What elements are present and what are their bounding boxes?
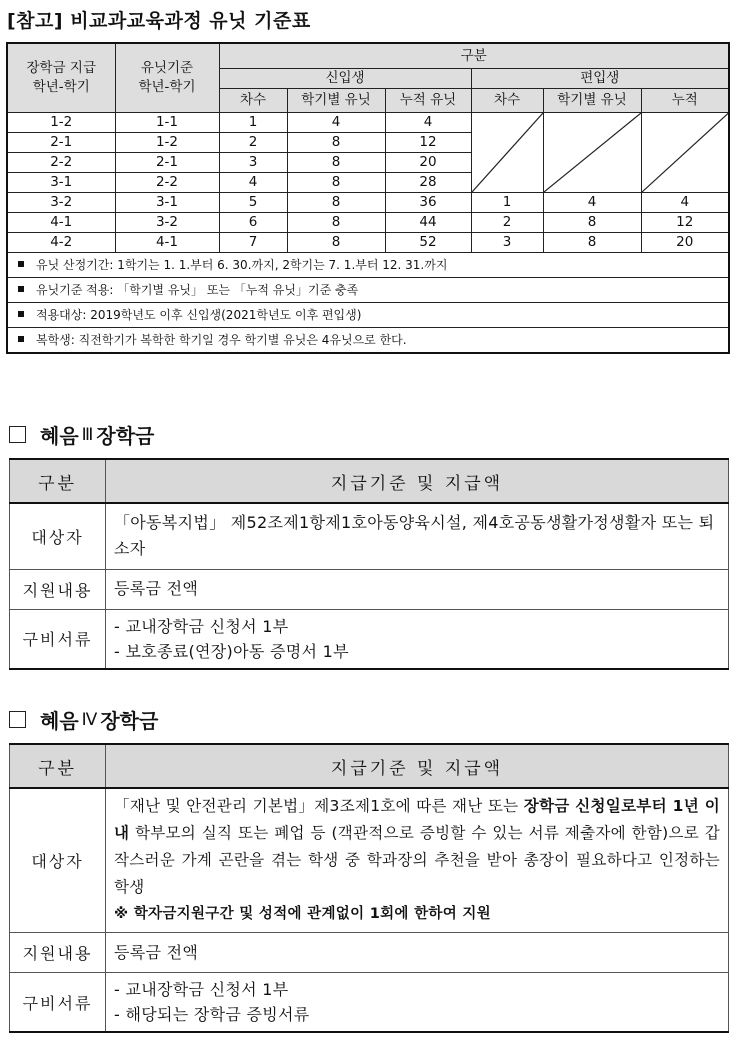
unit-cell: 8 xyxy=(287,153,385,173)
note-item: 유닛기준 적용: 「학기별 유닛」 또는 「누적 유닛」기준 충족 xyxy=(7,278,729,303)
emphasis-text: 장학금 신청일로부터 1년 이내 xyxy=(114,797,720,842)
bullet-icon xyxy=(18,336,24,342)
unit-cell: 4 xyxy=(287,113,385,133)
support-text: 등록금 전액 xyxy=(106,933,729,973)
bullet-icon xyxy=(18,286,24,292)
header-criteria: 지급기준 및 지급액 xyxy=(106,744,729,788)
note-item: 복학생: 직전학기가 복학한 학기일 경우 학기별 유닛은 4유닛으로 한다. xyxy=(7,328,729,354)
unit-cell: 8 xyxy=(287,173,385,193)
section-suffix: 장학금 xyxy=(100,709,159,733)
note-item: 적용대상: 2019학년도 이후 신입생(2021학년도 이후 편입생) xyxy=(7,303,729,328)
new-student-header: 신입생 xyxy=(219,69,471,89)
unit-cell: 2-2 xyxy=(7,153,115,173)
unit-row xyxy=(7,113,729,133)
unit-cell: 1-2 xyxy=(7,113,115,133)
unit-cell: 2-1 xyxy=(115,153,219,173)
unit-cell: 3 xyxy=(219,153,287,173)
doc-item: - 교내장학금 신청서 1부 xyxy=(114,980,289,999)
unit-cell: 4 xyxy=(219,173,287,193)
unit-cell: 5 xyxy=(219,193,287,213)
group-header: 구분 xyxy=(219,43,729,69)
unit-cell: 20 xyxy=(641,233,729,253)
docs-list xyxy=(106,973,729,1033)
section-roman: Ⅳ xyxy=(81,709,98,730)
unit-cell: 8 xyxy=(543,233,641,253)
section-heading-4 xyxy=(9,705,158,734)
unit-cell: 3-1 xyxy=(115,193,219,213)
doc-item: - 교내장학금 신청서 1부 xyxy=(114,616,289,636)
target-label: 대상자 xyxy=(10,788,106,933)
unit-cell: 2-2 xyxy=(115,173,219,193)
sub-header: 학기별 유닛 xyxy=(543,89,641,113)
unit-cell: 12 xyxy=(385,133,471,153)
unit-cell: 20 xyxy=(385,153,471,173)
unit-cell: 2 xyxy=(471,213,543,233)
unit-row xyxy=(7,213,729,233)
unit-cell: 4 xyxy=(385,113,471,133)
target-label: 대상자 xyxy=(10,503,106,569)
unit-row xyxy=(7,193,729,213)
unit-cell: 36 xyxy=(385,193,471,213)
section-roman: Ⅲ xyxy=(81,424,94,445)
unit-cell: 1-2 xyxy=(115,133,219,153)
unit-cell: 3-1 xyxy=(7,173,115,193)
diagonal-line xyxy=(642,113,729,192)
unit-row xyxy=(7,233,729,253)
doc-item: - 해당되는 장학금 증빙서류 xyxy=(114,1005,310,1024)
empty-slash-cell xyxy=(543,113,641,193)
diagonal-line xyxy=(472,113,543,192)
unit-criteria-table xyxy=(6,42,730,354)
unit-cell: 2-1 xyxy=(7,133,115,153)
checkbox-square-icon xyxy=(9,426,26,443)
unit-cell: 4-1 xyxy=(115,233,219,253)
unit-cell: 4 xyxy=(543,193,641,213)
note-item: 유닛 산정기간: 1학기는 1. 1.부터 6. 30.까지, 2학기는 7. 1.부터 12. 31.까지 xyxy=(7,253,729,278)
unit-cell: 3-2 xyxy=(7,193,115,213)
section-heading-3 xyxy=(9,420,154,449)
bullet-icon xyxy=(18,311,24,317)
header-category: 구분 xyxy=(10,744,106,788)
unit-cell: 6 xyxy=(219,213,287,233)
target-note: ※ 학자금지원구간 및 성적에 관계없이 1회에 한하여 지원 xyxy=(114,906,491,922)
support-text: 등록금 전액 xyxy=(106,569,729,609)
unit-cell: 1 xyxy=(471,193,543,213)
sub-header: 차수 xyxy=(471,89,543,113)
target-text: 「아동복지법」 제52조제1항제1호아동양육시설, 제4호공동생활가정생활자 또는 퇴소자 xyxy=(106,503,729,569)
unit-cell: 7 xyxy=(219,233,287,253)
target-text: 「재난 및 안전관리 기본법」제3조제1호에 따른 재난 또는 장학금 신청일로부터 1년 이내 학부모의 실직 또는 폐업 등 (객관적으로 증빙할 수 있는 서류 제출자에 한함)으로 갑작스러운 가계 곤란을 겪는 학생 중 학과장의 추천을 받아 총장이 필요하다고 인정하는 학생 ※ 학자금지원구간 및 성적에 관계없이 1회에 한하여 지원 xyxy=(106,788,729,933)
support-label: 지원내용 xyxy=(10,933,106,973)
unit-cell: 3-2 xyxy=(115,213,219,233)
unit-cell: 1-1 xyxy=(115,113,219,133)
sub-header: 누적 유닛 xyxy=(385,89,471,113)
header-category: 구분 xyxy=(10,459,106,503)
unit-cell: 4-2 xyxy=(7,233,115,253)
unit-cell: 8 xyxy=(287,133,385,153)
docs-label: 구비서류 xyxy=(10,609,106,669)
scholarship-3-table xyxy=(9,458,729,670)
unit-cell: 28 xyxy=(385,173,471,193)
unit-cell: 1 xyxy=(219,113,287,133)
sub-header: 누적 xyxy=(641,89,729,113)
sub-header: 차수 xyxy=(219,89,287,113)
unit-cell: 4-1 xyxy=(7,213,115,233)
transfer-student-header: 편입생 xyxy=(471,69,729,89)
support-label: 지원내용 xyxy=(10,569,106,609)
diagonal-line xyxy=(544,113,641,192)
scholarship-4-table xyxy=(9,743,729,1033)
empty-slash-cell xyxy=(641,113,729,193)
section-suffix: 장학금 xyxy=(96,424,155,448)
section-prefix: 혜음 xyxy=(40,424,79,448)
bullet-icon xyxy=(18,261,24,267)
doc-item: - 보호종료(연장)아동 증명서 1부 xyxy=(114,641,349,661)
checkbox-square-icon xyxy=(9,711,26,728)
page-title: [참고] 비교과교육과정 유닛 기준표 xyxy=(7,10,311,32)
unit-cell: 2 xyxy=(219,133,287,153)
unit-cell: 52 xyxy=(385,233,471,253)
col-scholarship-semester: 장학금 지급 학년-학기 xyxy=(7,43,115,113)
header-criteria: 지급기준 및 지급액 xyxy=(106,459,729,503)
docs-label: 구비서류 xyxy=(10,973,106,1033)
section-prefix: 혜음 xyxy=(40,709,79,733)
unit-cell: 8 xyxy=(287,233,385,253)
sub-header: 학기별 유닛 xyxy=(287,89,385,113)
unit-cell: 4 xyxy=(641,193,729,213)
docs-list xyxy=(106,609,729,669)
unit-cell: 8 xyxy=(543,213,641,233)
col-unit-semester: 유닛기준 학년-학기 xyxy=(115,43,219,113)
unit-cell: 12 xyxy=(641,213,729,233)
unit-cell: 8 xyxy=(287,193,385,213)
unit-cell: 3 xyxy=(471,233,543,253)
unit-cell: 8 xyxy=(287,213,385,233)
unit-cell: 44 xyxy=(385,213,471,233)
empty-slash-cell xyxy=(471,113,543,193)
